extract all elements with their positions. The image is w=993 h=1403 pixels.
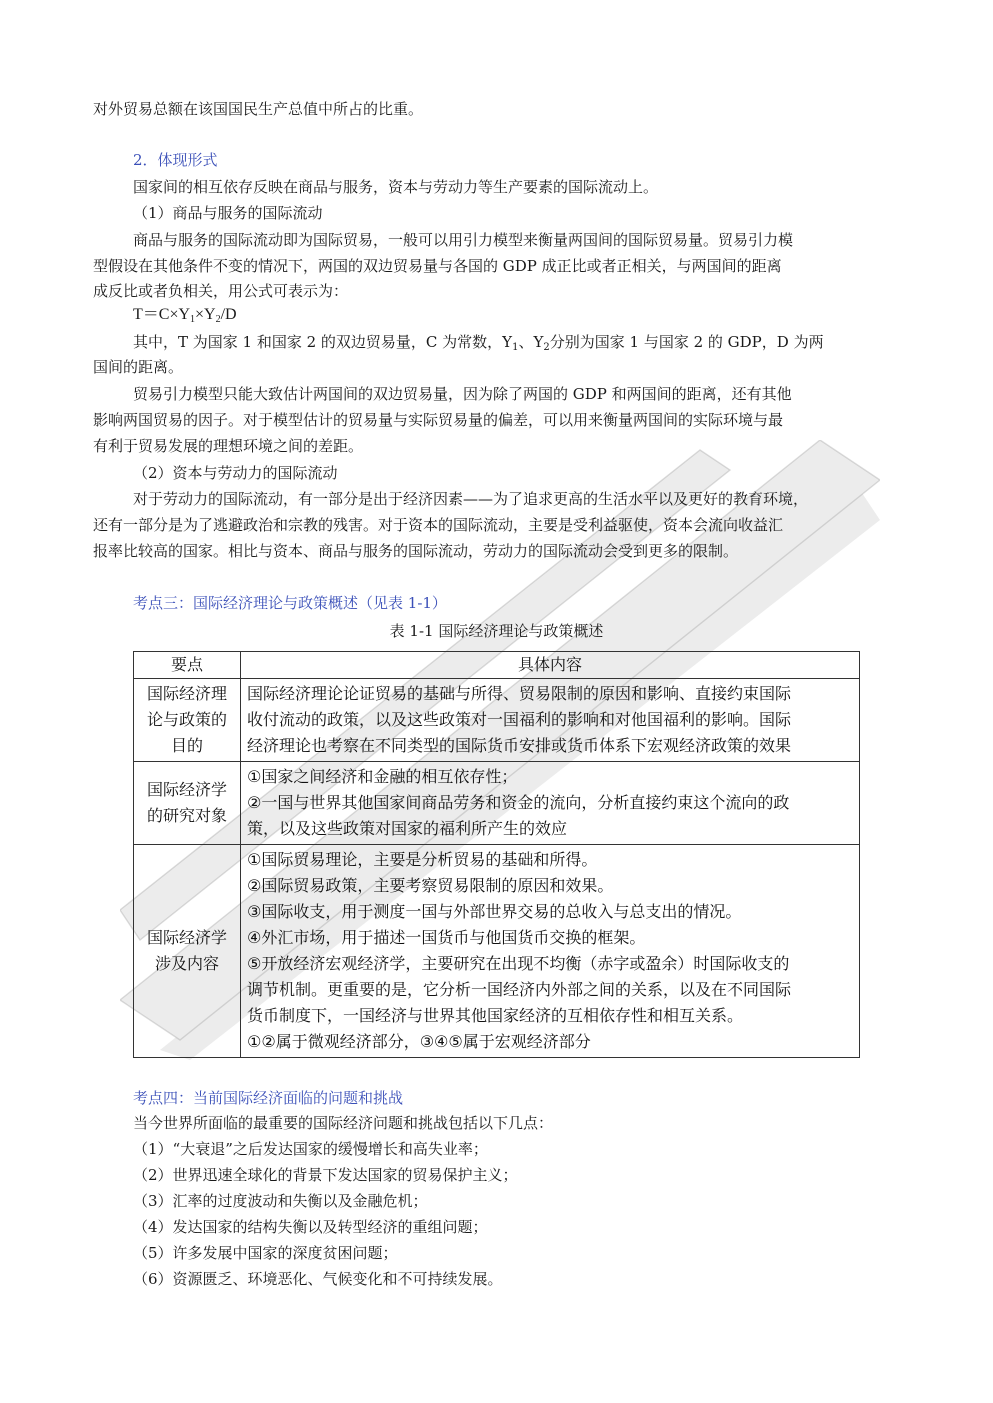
formula-subscript: 2 xyxy=(215,314,221,325)
list-item: （2）世界迅速全球化的背景下发达国家的贸易保护主义； xyxy=(133,1166,518,1184)
list-item: （1）“大衰退”之后发达国家的缓慢增长和高失业率； xyxy=(133,1140,488,1158)
table-caption: 表 1-1 国际经济理论与政策概述 xyxy=(389,622,604,640)
subsection-heading: （1）商品与服务的国际流动 xyxy=(133,204,323,222)
content-text: ②国际贸易政策，主要考察贸易限制的原因和效果。 xyxy=(247,876,614,895)
key-text: 目的 xyxy=(170,736,203,755)
key-text: 国际经济学 xyxy=(146,928,227,947)
table-row xyxy=(134,845,860,1058)
content-text: 调节机制。更重要的是，它分析一国经济内外部之间的关系，以及在不同国际 xyxy=(247,980,792,999)
theory-policy-table xyxy=(133,651,860,1058)
subsection-heading: （2）资本与劳动力的国际流动 xyxy=(133,464,338,482)
content-text: 货币制度下，一国经济与世界其他国家经济的互相依存性和相互关系。 xyxy=(247,1006,744,1025)
list-item: （4）发达国家的结构失衡以及转型经济的重组问题； xyxy=(133,1218,488,1236)
list-item: （3）汇率的过度波动和失衡以及金融危机； xyxy=(133,1192,428,1210)
content-text: 收付流动的政策，以及这些政策对一国福利的影响和对他国福利的影响。国际 xyxy=(247,710,792,729)
content-cell xyxy=(241,845,860,1058)
formula-subscript: 1 xyxy=(190,314,196,325)
subscript: 2 xyxy=(543,342,550,353)
section-heading: 2．体现形式 xyxy=(133,151,218,169)
content-text: 国际经济理论论证贸易的基础与所得、贸易限制的原因和影响、直接约束国际 xyxy=(247,684,792,703)
key-cell xyxy=(134,762,241,845)
paragraph-line: 国间的距离。 xyxy=(93,358,184,376)
paragraph-line: 对于劳动力的国际流动，有一部分是出于经济因素——为了追求更高的生活水平以及更好的教育环境， xyxy=(133,490,809,508)
table-row xyxy=(134,762,860,845)
text-part: 分别为国家 1 与国家 2 的 GDP，D 为两 xyxy=(549,333,824,351)
key-text: 论与政策的 xyxy=(146,710,227,729)
key-text: 国际经济学 xyxy=(146,780,227,799)
gravity-formula xyxy=(133,304,237,326)
content-text: ①国际贸易理论，主要是分析贸易的基础和所得。 xyxy=(247,850,598,869)
paragraph-line: 影响两国贸易的因子。对于模型估计的贸易量与实际贸易量的偏差，可以用来衡量两国间的实际环境与最 xyxy=(93,411,784,429)
text-part: 其中，T 为国家 1 和国家 2 的双边贸易量，C 为常数，Y xyxy=(133,333,513,351)
paragraph-line: 对外贸易总额在该国国民生产总值中所占的比重。 xyxy=(93,100,424,118)
table-row xyxy=(134,679,860,762)
paragraph-line: 商品与服务的国际流动即为国际贸易，一般可以用引力模型来衡量两国间的国际贸易量。贸易引力模 xyxy=(133,231,794,249)
key-text: 国际经济理 xyxy=(146,684,227,703)
formula-part: ×Y xyxy=(195,306,216,323)
paragraph-line: 成反比或者负相关，用公式可表示为： xyxy=(93,282,349,300)
paragraph-line: 当今世界所面临的最重要的国际经济问题和挑战包括以下几点： xyxy=(133,1114,554,1132)
content-text: ③国际收支，用于测度一国与外部世界交易的总收入与总支出的情况。 xyxy=(247,902,742,921)
content-text: 策，以及这些政策对国家的福利所产生的效应 xyxy=(247,819,568,838)
table-header-row xyxy=(134,652,860,679)
content-text: 经济理论也考察在不同类型的国际货币安排或货币体系下宏观经济政策的效果 xyxy=(247,736,792,755)
content-text: ④外汇市场，用于描述一国货币与他国货币交换的框架。 xyxy=(247,928,646,947)
paragraph-line: 报率比较高的国家。相比与资本、商品与服务的国际流动，劳动力的国际流动会受到更多的限制。 xyxy=(93,542,739,560)
key-cell xyxy=(134,845,241,1058)
formula-part: T＝C×Y xyxy=(133,306,191,323)
header-cell: 具体内容 xyxy=(241,652,860,679)
list-item: （5）许多发展中国家的深度贫困问题； xyxy=(133,1244,398,1262)
content-text: ①国家之间经济和金融的相互依存性； xyxy=(247,767,518,786)
list-item: （6）资源匮乏、环境恶化、气候变化和不可持续发展。 xyxy=(133,1270,503,1288)
header-cell: 要点 xyxy=(134,652,241,679)
key-text: 的研究对象 xyxy=(146,806,227,825)
section-heading: 考点四：当前国际经济面临的问题和挑战 xyxy=(133,1089,404,1107)
content-cell xyxy=(241,679,860,762)
paragraph-line: 贸易引力模型只能大致估计两国间的双边贸易量，因为除了两国的 GDP 和两国间的距离，还有其他 xyxy=(133,385,792,403)
paragraph-line: 型假设在其他条件不变的情况下，两国的双边贸易量与各国的 GDP 成正比或者正相关，与两国间的距离 xyxy=(93,257,782,275)
section-heading: 考点三：国际经济理论与政策概述（见表 1-1） xyxy=(133,594,447,612)
paragraph-line: 国家间的相互依存反映在商品与服务，资本与劳动力等生产要素的国际流动上。 xyxy=(133,178,659,196)
formula-part: /D xyxy=(220,306,237,323)
paragraph-line: 有利于贸易发展的理想环境之间的差距。 xyxy=(93,437,364,455)
content-text: ⑤开放经济宏观经济学，主要研究在出现不均衡（赤字或盈余）时国际收支的 xyxy=(247,954,790,973)
text-part: 、Y xyxy=(518,333,544,351)
content-text: ①②属于微观经济部分，③④⑤属于宏观经济部分 xyxy=(247,1032,591,1051)
content-cell xyxy=(241,762,860,845)
key-text: 涉及内容 xyxy=(154,954,219,973)
content-text: ②一国与世界其他国家间商品劳务和资金的流向，分析直接约束这个流向的政 xyxy=(247,793,790,812)
key-cell xyxy=(134,679,241,762)
paragraph-line: 还有一部分是为了逃避政治和宗教的残害。对于资本的国际流动，主要是受利益驱使，资本会流向收益汇 xyxy=(93,516,784,534)
paragraph-line xyxy=(133,331,824,353)
subscript: 1 xyxy=(512,342,519,353)
